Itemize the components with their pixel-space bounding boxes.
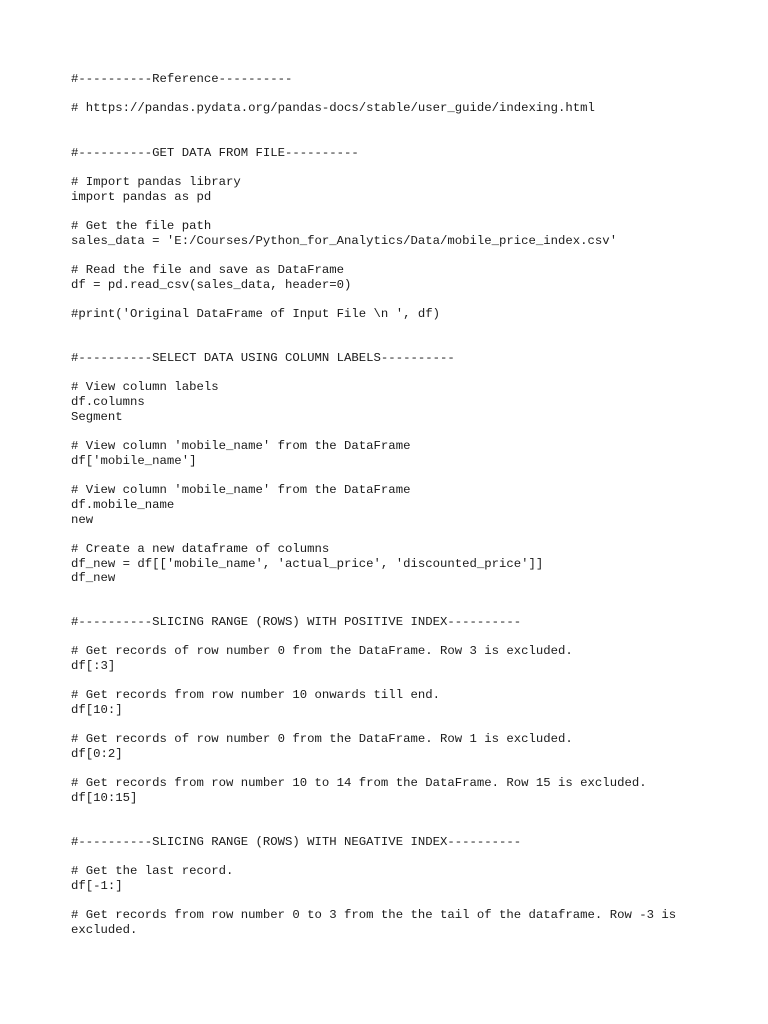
code-comment-continued: excluded. [71, 923, 138, 937]
code-comment: #print('Original DataFrame of Input File \n ', df) [71, 307, 440, 321]
code-line: df_new = df[['mobile_name', 'actual_price', 'discounted_price']] [71, 557, 544, 571]
section-heading-select-data: #----------SELECT DATA USING COLUMN LABELS---------- [71, 351, 455, 365]
code-comment: # Get the file path [71, 219, 212, 233]
reference-url-comment: # https://pandas.pydata.org/pandas-docs/stable/user_guide/indexing.html [71, 101, 595, 115]
code-comment: # Read the file and save as DataFrame [71, 263, 345, 277]
code-line: sales_data = 'E:/Courses/Python_for_Analytics/Data/mobile_price_index.csv' [71, 234, 618, 248]
code-line: Segment [71, 410, 123, 424]
code-line: df[0:2] [71, 747, 123, 761]
section-heading-get-data: #----------GET DATA FROM FILE---------- [71, 146, 359, 160]
code-line: import pandas as pd [71, 190, 212, 204]
section-heading-slicing-negative: #----------SLICING RANGE (ROWS) WITH NEGATIVE INDEX---------- [71, 835, 522, 849]
code-comment: # Get records of row number 0 from the DataFrame. Row 3 is excluded. [71, 644, 573, 658]
code-line: df[10:15] [71, 791, 138, 805]
code-comment: # View column 'mobile_name' from the DataFrame [71, 439, 411, 453]
code-comment: # View column labels [71, 380, 219, 394]
code-comment: # Get records from row number 10 onwards till end. [71, 688, 440, 702]
code-comment: # Create a new dataframe of columns [71, 542, 330, 556]
code-comment: # Import pandas library [71, 175, 241, 189]
code-line: df['mobile_name'] [71, 454, 197, 468]
code-comment: # Get the last record. [71, 864, 234, 878]
code-line: df.mobile_name [71, 498, 175, 512]
code-comment: # Get records from row number 10 to 14 from the DataFrame. Row 15 is excluded. [71, 776, 647, 790]
section-heading-slicing-positive: #----------SLICING RANGE (ROWS) WITH POSITIVE INDEX---------- [71, 615, 522, 629]
code-line: df[10:] [71, 703, 123, 717]
code-line: df_new [71, 571, 116, 585]
code-line: df[:3] [71, 659, 116, 673]
code-line: df[-1:] [71, 879, 123, 893]
section-heading-reference: #----------Reference---------- [71, 72, 293, 86]
document-page [71, 0, 711, 1024]
code-line: df.columns [71, 395, 145, 409]
code-line: df = pd.read_csv(sales_data, header=0) [71, 278, 352, 292]
code-comment: # Get records from row number 0 to 3 from the the tail of the dataframe. Row -3 is [71, 908, 677, 922]
code-line: new [71, 513, 94, 527]
code-comment: # View column 'mobile_name' from the DataFrame [71, 483, 411, 497]
code-comment: # Get records of row number 0 from the DataFrame. Row 1 is excluded. [71, 732, 573, 746]
